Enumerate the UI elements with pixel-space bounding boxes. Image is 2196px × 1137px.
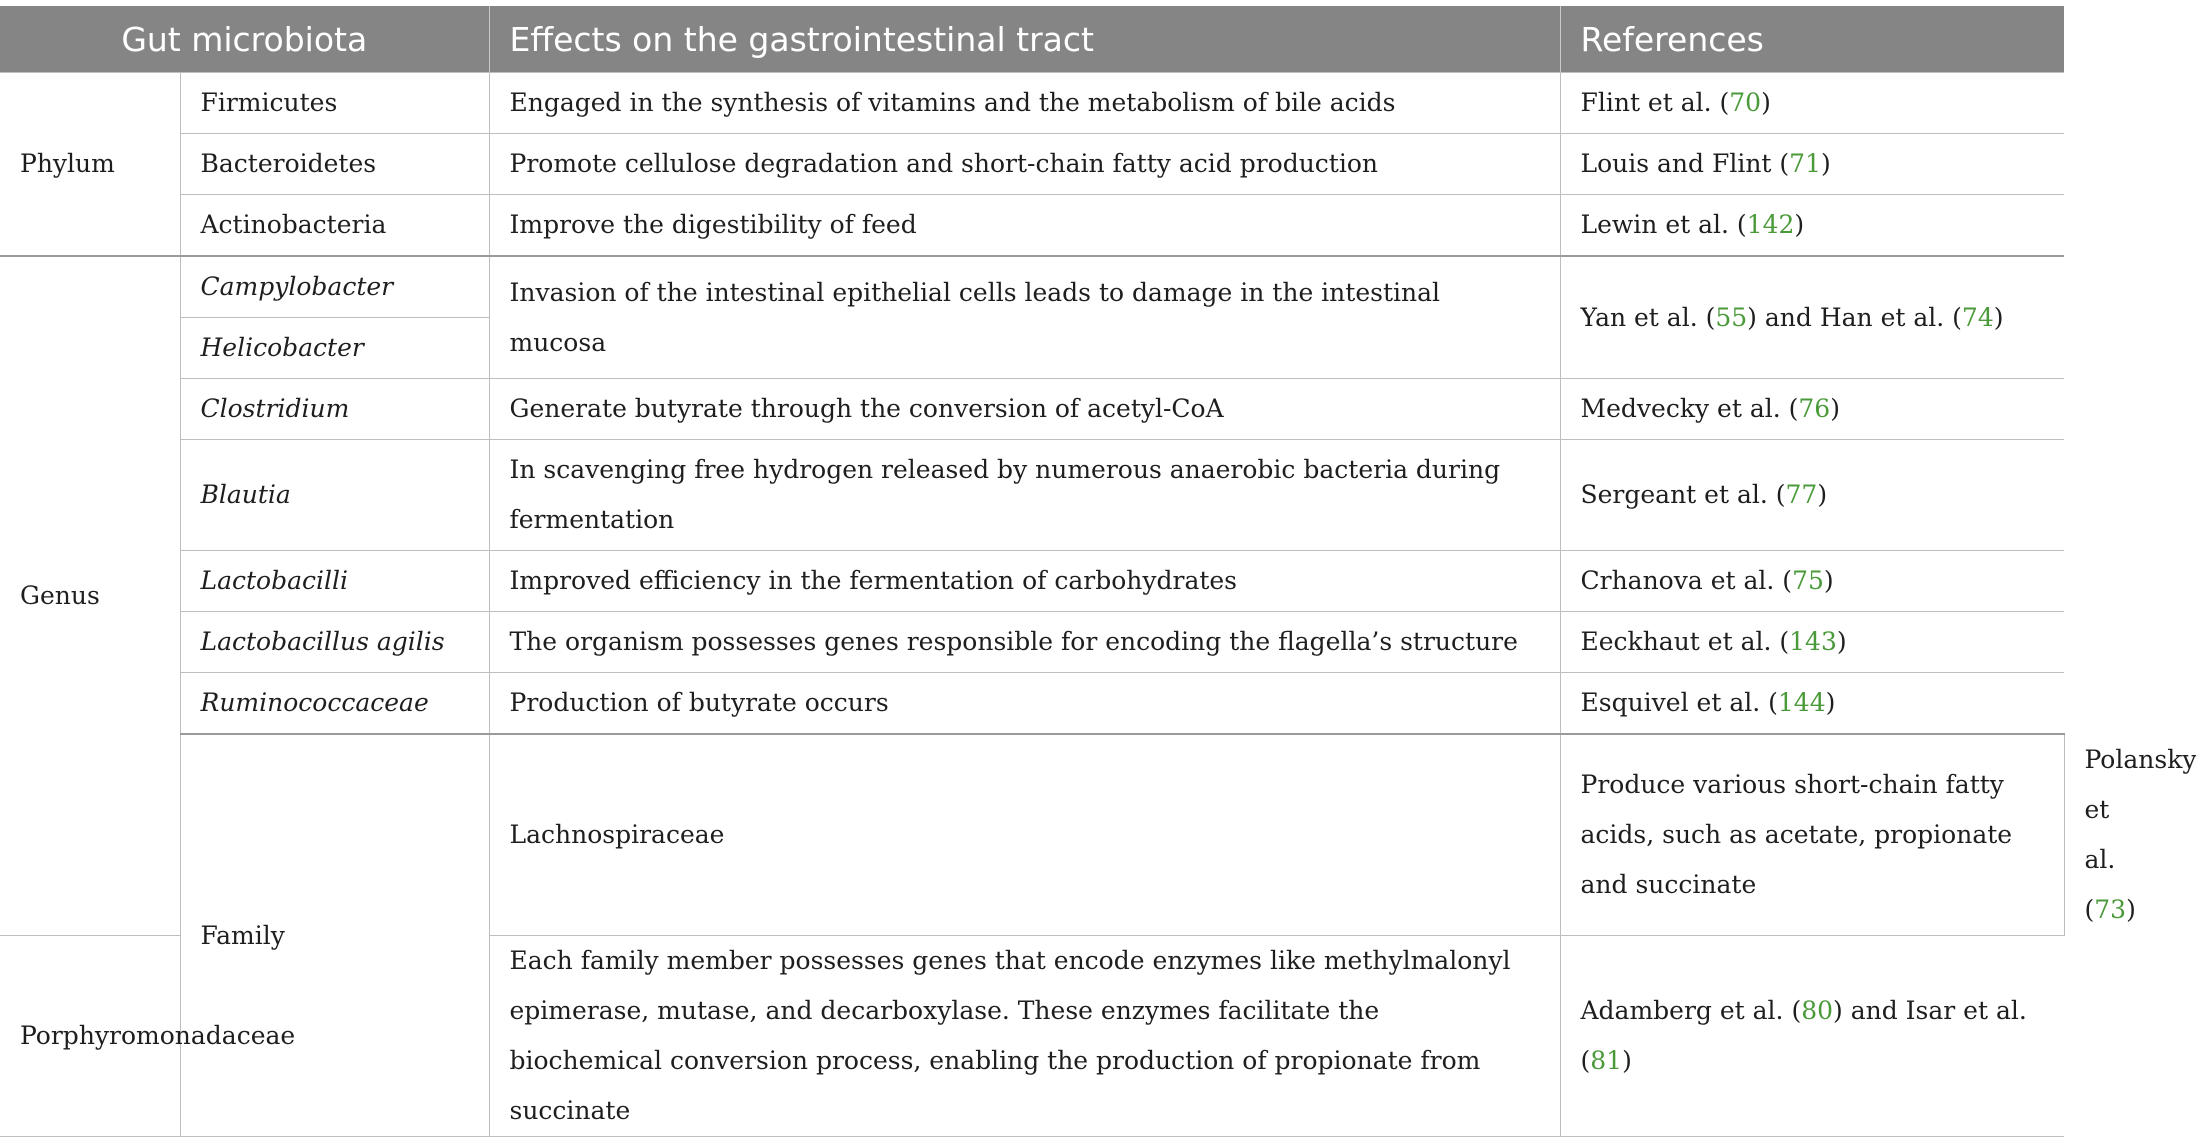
table-row: Family Lachnospiraceae Produce various short-chain fatty acids, such as acetate, propionate and succinate Polansky et al. (73): [0, 734, 2064, 936]
reference-link[interactable]: 70: [1729, 88, 1762, 117]
taxon-cell: Helicobacter: [180, 318, 489, 379]
effect-cell: Each family member possesses genes that encode enzymes like methylmalonyl epimerase, mutase, and decarboxylase. These enzymes facilitate the biochemical conversion process, enabling the production of propionate from succinate: [489, 936, 1560, 1137]
taxon-cell: Clostridium: [180, 379, 489, 440]
reference-link[interactable]: 75: [1792, 566, 1824, 595]
taxon-cell: Firmicutes: [180, 73, 489, 134]
effect-cell: Generate butyrate through the conversion of acetyl-CoA: [489, 379, 1560, 440]
table-row: [0, 256, 2064, 318]
taxon-cell: Blautia: [180, 440, 489, 551]
gut-microbiota-table: [0, 6, 2196, 1137]
group-label-genus: Genus: [0, 256, 180, 936]
reference-cell: Lewin et al. (142): [1560, 195, 2064, 257]
reference-link[interactable]: 55: [1715, 302, 1748, 332]
effect-cell: Improve the digestibility of feed: [489, 195, 1560, 257]
taxon-cell: Lactobacillus agilis: [180, 612, 489, 673]
table-row: [0, 379, 2064, 440]
reference-link[interactable]: 143: [1789, 627, 1837, 656]
reference-cell: Sergeant et al. (77): [1560, 440, 2064, 551]
reference-cell: Eeckhaut et al. (143): [1560, 612, 2064, 673]
reference-link[interactable]: 142: [1746, 210, 1795, 239]
reference-link[interactable]: 144: [1777, 688, 1826, 717]
reference-link[interactable]: 71: [1789, 149, 1821, 178]
table-row: [0, 134, 2064, 195]
table-row: [0, 612, 2064, 673]
effect-cell: Production of butyrate occurs: [489, 673, 1560, 735]
effect-cell: Improved efficiency in the fermentation of carbohydrates: [489, 551, 1560, 612]
reference-cell: Crhanova et al. (75): [1560, 551, 2064, 612]
taxon-cell: Actinobacteria: [180, 195, 489, 257]
table-row: [0, 73, 2064, 134]
reference-link[interactable]: 73: [2094, 895, 2127, 924]
group-label-phylum: Phylum: [0, 73, 180, 257]
reference-cell: Adamberg et al. (80) and Isar et al. (81): [1560, 936, 2064, 1137]
effect-cell: Engaged in the synthesis of vitamins and the metabolism of bile acids: [489, 73, 1560, 134]
group-label-family: Family: [180, 734, 489, 1137]
effect-cell: Produce various short-chain fatty acids, such as acetate, propionate and succinate: [1560, 734, 2064, 936]
taxon-cell: Bacteroidetes: [180, 134, 489, 195]
header-effects: Effects on the gastrointestinal tract: [489, 6, 1560, 73]
table-row: [0, 195, 2064, 257]
effect-cell: In scavenging free hydrogen released by numerous anaerobic bacteria during fermentation: [489, 440, 1560, 551]
reference-link[interactable]: 80: [1801, 996, 1834, 1025]
table-header-row: [0, 6, 2064, 73]
reference-link[interactable]: 76: [1798, 394, 1831, 423]
reference-cell: Louis and Flint (71): [1560, 134, 2064, 195]
taxon-cell: Porphyromonadaceae: [0, 936, 180, 1137]
reference-cell: Flint et al. (70): [1560, 73, 2064, 134]
effect-cell: Promote cellulose degradation and short-chain fatty acid production: [489, 134, 1560, 195]
header-gut-microbiota: Gut microbiota: [0, 6, 489, 73]
taxon-cell: Lactobacilli: [180, 551, 489, 612]
header-references: References: [1560, 6, 2064, 73]
table-row: [0, 551, 2064, 612]
taxon-cell: Ruminococcaceae: [180, 673, 489, 735]
reference-cell: Yan et al. (55) and Han et al. (74): [1560, 256, 2064, 379]
taxon-cell: Lachnospiraceae: [489, 734, 1560, 936]
reference-cell: Esquivel et al. (144): [1560, 673, 2064, 735]
effect-cell: The organism possesses genes responsible for encoding the flagella’s structure: [489, 612, 1560, 673]
effect-cell: Invasion of the intestinal epithelial cells leads to damage in the intestinal mucosa: [489, 256, 1560, 379]
reference-link[interactable]: 81: [1590, 1046, 1623, 1075]
table-row: [0, 673, 2064, 735]
reference-cell: Medvecky et al. (76): [1560, 379, 2064, 440]
table-row: [0, 440, 2064, 551]
reference-link[interactable]: 74: [1961, 302, 1994, 332]
reference-link[interactable]: 77: [1785, 480, 1818, 509]
taxon-cell: Campylobacter: [180, 256, 489, 318]
